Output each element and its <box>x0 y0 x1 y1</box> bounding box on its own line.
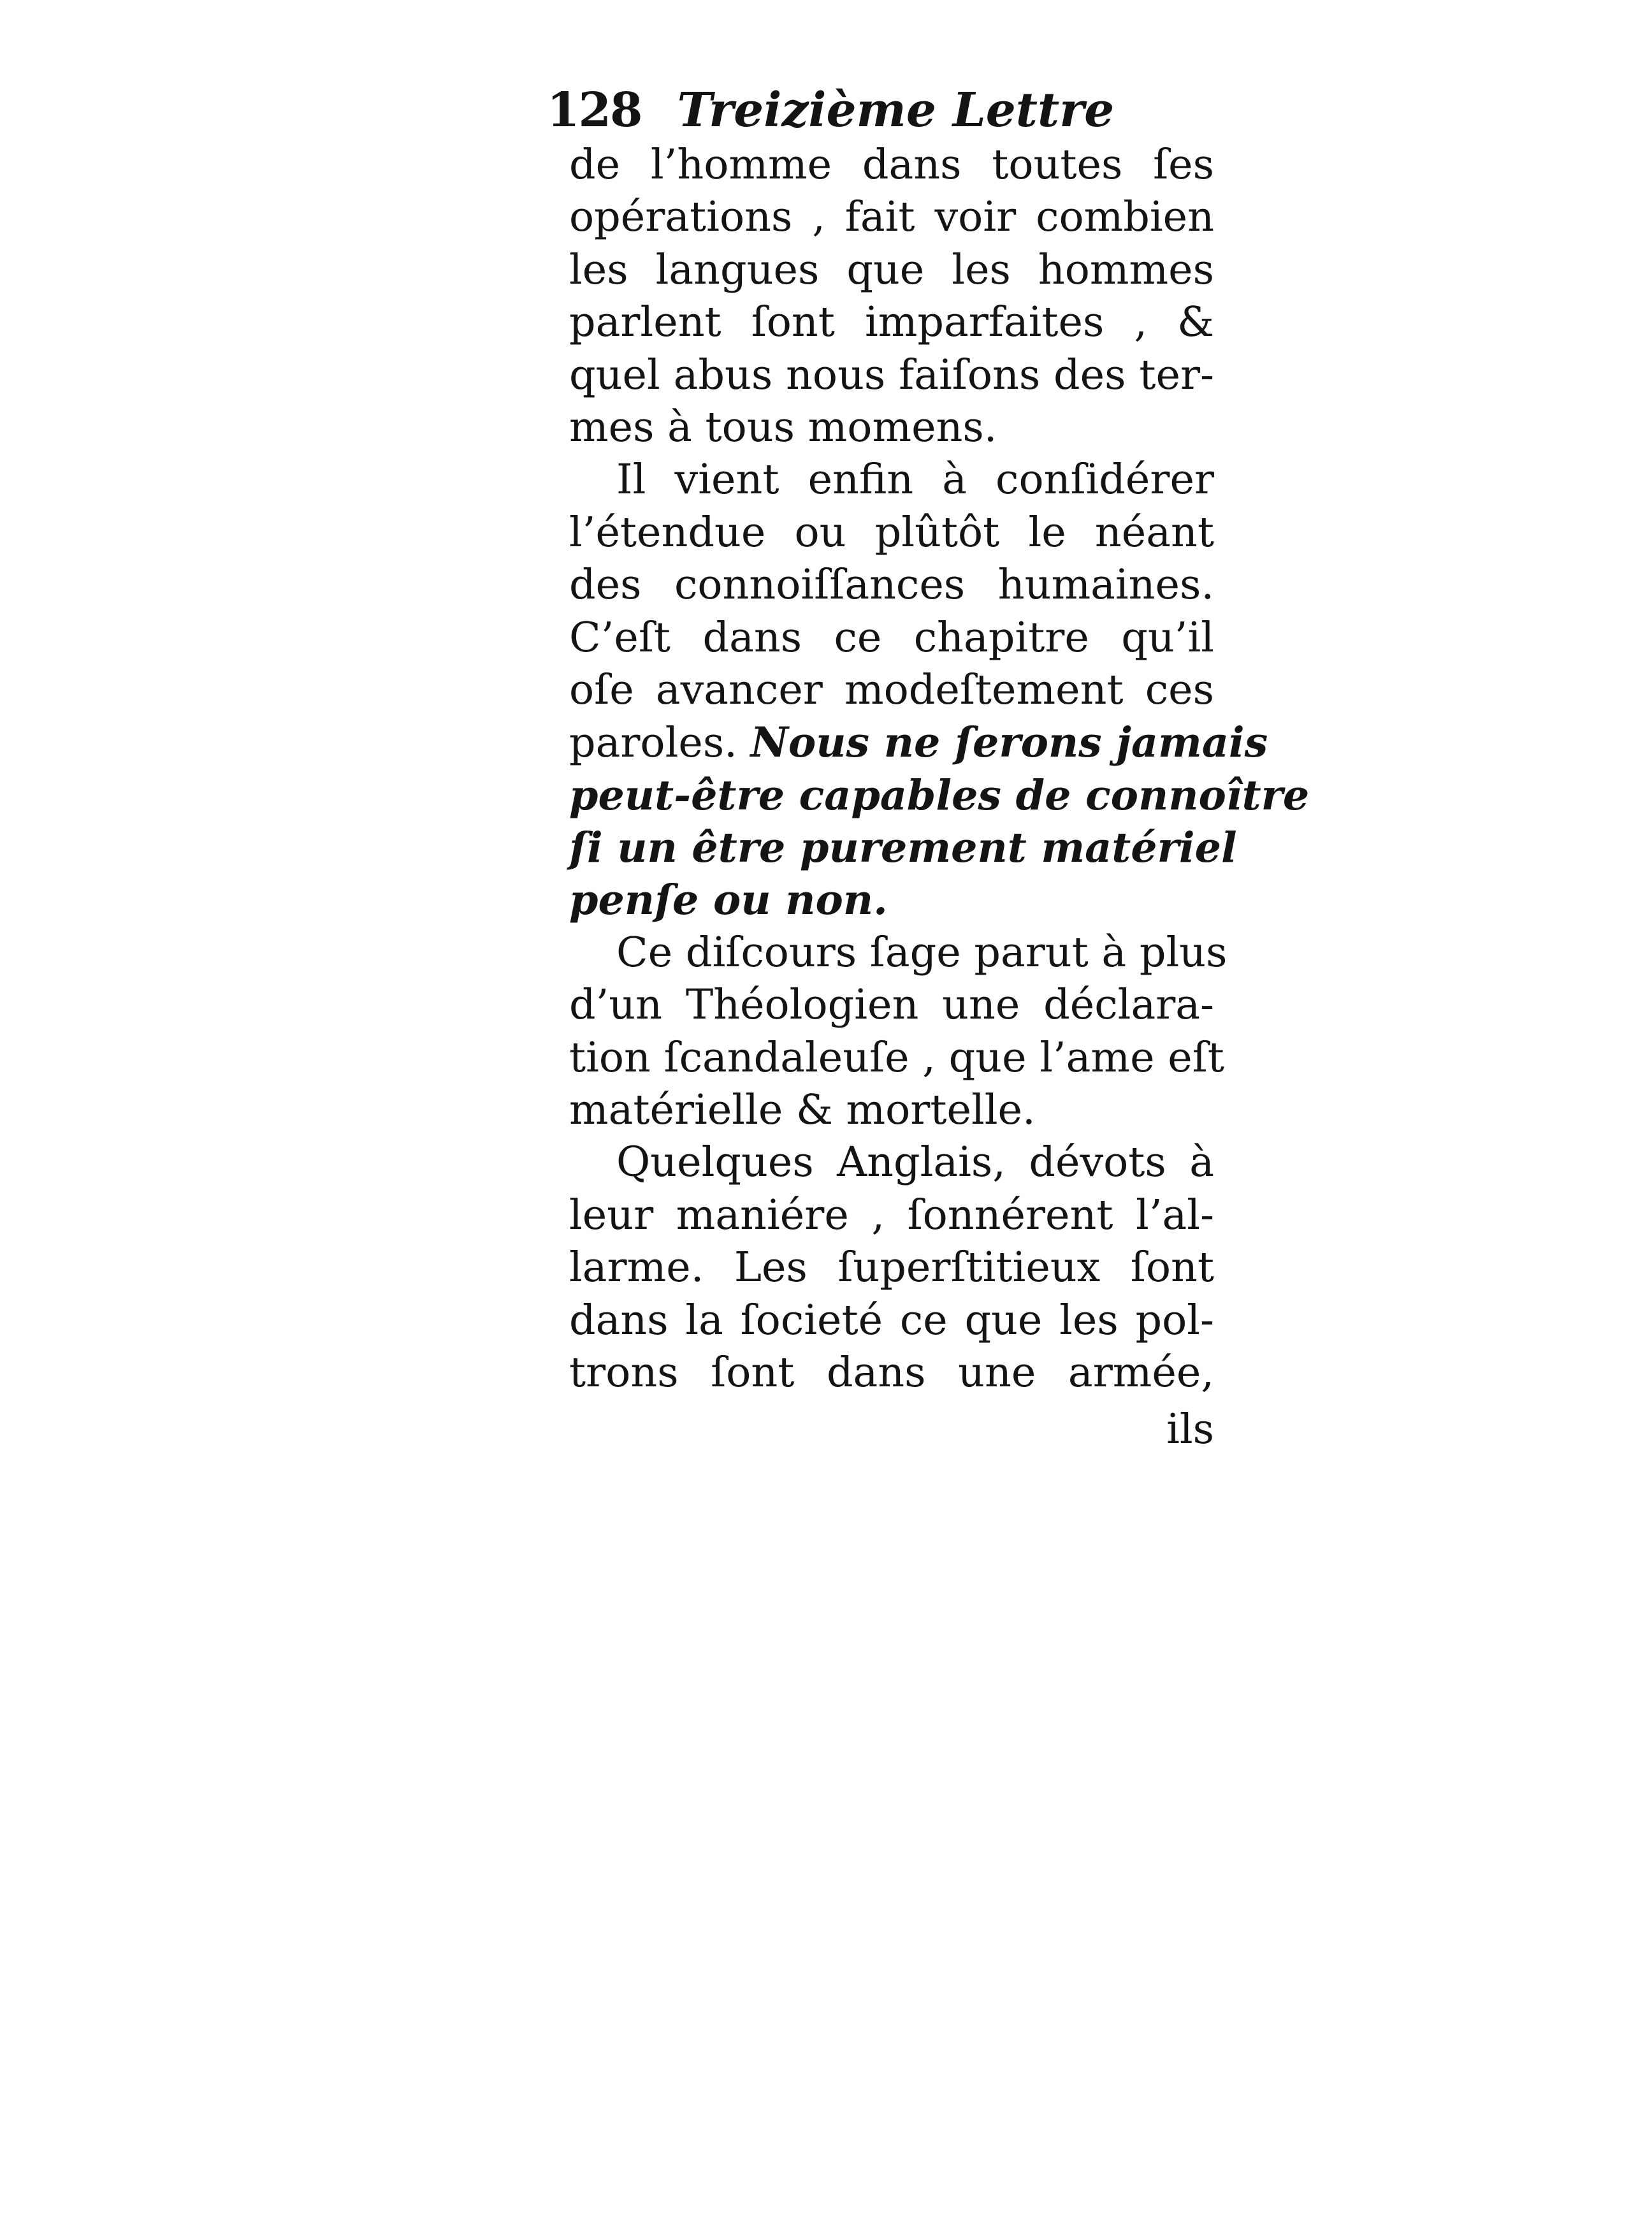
italic-quote: Nous ne ſerons jamais <box>750 718 1268 767</box>
text-line: des connoiſſances humaines. <box>569 561 1214 609</box>
paragraph <box>569 1136 1214 1399</box>
text-line: parlent ſont imparfaites , & <box>569 298 1214 347</box>
page-header <box>547 82 1216 139</box>
text-line: trons ſont dans une armée, <box>569 1348 1214 1397</box>
text-line: d’un Théologien une déclara- <box>569 981 1214 1029</box>
text-line: larme. Les ſuperſtitieux ſont <box>569 1244 1214 1292</box>
text-line: matérielle & mortelle. <box>569 1086 1036 1135</box>
italic-quote-line: ſi un être purement matériel <box>569 824 1237 873</box>
text-line: Ce diſcours ſage parut à plus <box>616 928 1228 976</box>
italic-quote-line: peut-être capables de connoître <box>569 771 1310 820</box>
text-line: opérations , fait voir combien <box>569 193 1214 242</box>
text-line: leur maniére , ſonnérent l’al- <box>569 1191 1214 1239</box>
text-line: dans la ſocieté ce que les pol- <box>569 1296 1214 1344</box>
text-line-mixed <box>569 716 1268 769</box>
page-number: 128 <box>547 83 642 138</box>
text-roman: paroles. <box>569 719 737 767</box>
text-line: tion ſcandaleuſe , que l’ame eſt <box>569 1033 1224 1082</box>
text-line: Il vient enfin à conſidérer <box>616 456 1214 504</box>
italic-quote-line: penſe ou non. <box>569 876 888 925</box>
paragraph <box>569 139 1214 454</box>
running-title: Treizième Lettre <box>677 83 1115 138</box>
text-line: Quelques Anglais, dévots à <box>616 1138 1214 1187</box>
body-text <box>569 139 1310 1399</box>
text-line: les langues que les hommes <box>569 245 1214 294</box>
text-line: de l’homme dans toutes ſes <box>569 141 1214 189</box>
text-line: l’étendue ou plûtôt le néant <box>569 508 1214 556</box>
paragraph <box>569 454 1310 927</box>
text-line: oſe avancer modeſtement ces <box>569 665 1214 714</box>
catchword: ils <box>1166 1405 1214 1453</box>
text-line: quel abus nous faiſons des ter- <box>569 351 1214 399</box>
text-line: mes à tous momens. <box>569 403 997 451</box>
paragraph <box>569 927 1228 1137</box>
text-line: C’eſt dans ce chapitre qu’il <box>569 613 1214 662</box>
